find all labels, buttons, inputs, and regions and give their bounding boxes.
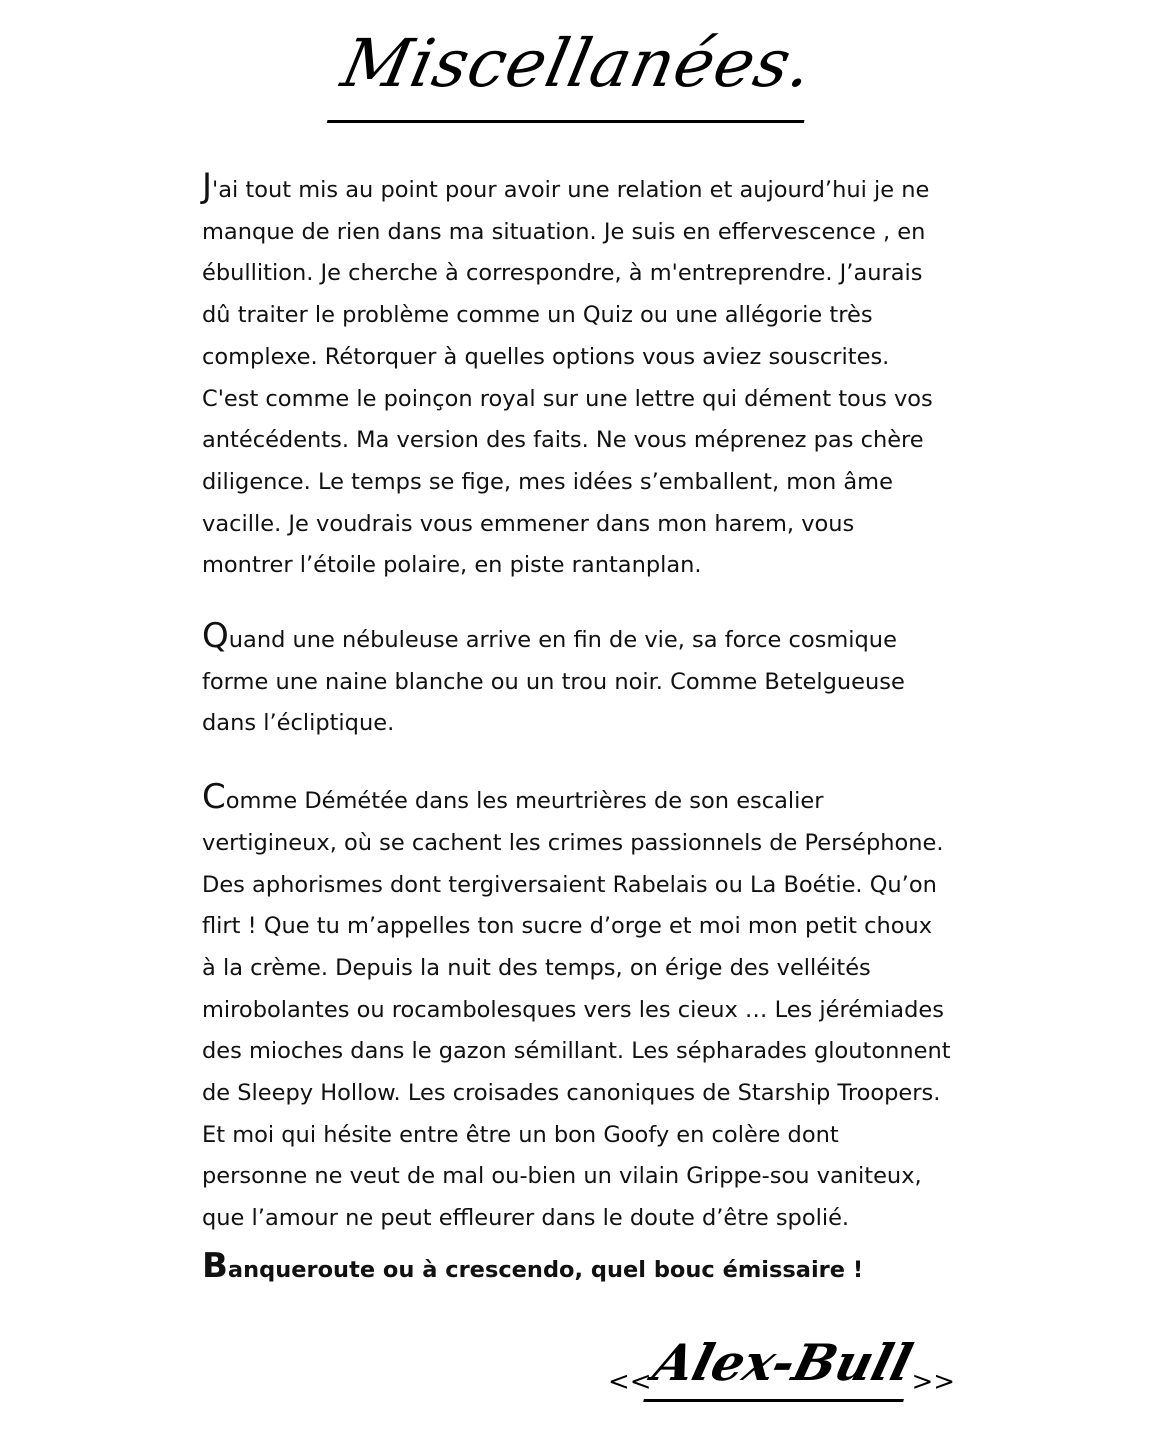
paragraph-line (202, 777, 962, 823)
line-text: uand une nébuleuse arrive en fin de vie, sa force cosmique (228, 627, 897, 654)
dropcap-letter: B (202, 1245, 228, 1286)
paragraph-line: dans l’écliptique. (202, 710, 395, 737)
paragraph-line: antécédents. Ma version des faits. Ne vous méprenez pas chère (202, 427, 924, 454)
paragraph-line: mirobolantes ou rocambolesques vers les cieux … Les jérémiades (202, 996, 944, 1023)
paragraph-line: dû traiter le problème comme un Quiz ou une allégorie très (202, 302, 873, 329)
paragraph-line: personne ne veut de mal ou-bien un vilain Grippe-sou vaniteux, (202, 1163, 922, 1190)
document-title: Miscellanées. (327, 18, 826, 123)
paragraph-line: des mioches dans le gazon sémillant. Les sépharades gloutonnent (202, 1038, 951, 1065)
dropcap-letter: C (202, 777, 226, 818)
paragraph-line: manque de rien dans ma situation. Je suis en effervescence , en (202, 218, 926, 245)
signature (608, 1322, 955, 1402)
line-text: omme Démétée dans les meurtrières de son escalier (225, 788, 824, 815)
paragraph-line: Des aphorismes dont tergiversaient Rabelais ou La Boétie. Qu’on (202, 871, 937, 898)
paragraph-1 (202, 166, 962, 587)
document-body (202, 166, 962, 1292)
paragraph-line: forme une naine blanche ou un trou noir. Comme Betelgueuse (202, 668, 905, 695)
paragraph-line (202, 166, 962, 212)
line-text: 'ai tout mis au point pour avoir une relation et aujourd’hui je ne (212, 177, 930, 203)
dropcap-letter: Q (202, 616, 229, 657)
paragraph-line: complexe. Rétorquer à quelles options vous aviez souscrites. (202, 343, 890, 370)
paragraph-line: C'est comme le poinçon royal sur une lettre qui dément tous vos (202, 385, 933, 412)
paragraph-line (202, 1245, 962, 1292)
paragraph-2 (202, 616, 962, 745)
dropcap-letter: J (202, 166, 213, 206)
paragraph-line: que l’amour ne peut effleurer dans le doute d’être spolié. (202, 1205, 850, 1232)
paragraph-line: ébullition. Je cherche à correspondre, à m'entreprendre. J’aurais (202, 260, 923, 287)
paragraph-line: diligence. Le temps se fige, mes idées s’emballent, mon âme (202, 468, 893, 495)
closing-line (202, 1245, 962, 1292)
document-title-container (0, 18, 1152, 123)
paragraph-3 (202, 777, 962, 1240)
signature-open-bracket: << (608, 1367, 652, 1397)
paragraph-line: Et moi qui hésite entre être un bon Goofy en colère dont (202, 1121, 839, 1148)
paragraph-line: à la crème. Depuis la nuit des temps, on érige des velléités (202, 954, 871, 981)
paragraph-line: de Sleepy Hollow. Les croisades canoniques de Starship Troopers. (202, 1080, 941, 1107)
signature-close-bracket: >> (911, 1367, 956, 1397)
paragraph-line: montrer l’étoile polaire, en piste rantanplan. (202, 552, 702, 579)
signature-name: Alex-Bull (643, 1331, 921, 1402)
paragraph-line (202, 616, 962, 662)
paragraph-line: vertigineux, où se cachent les crimes passionnels de Perséphone. (202, 829, 944, 856)
closing-text: anqueroute ou à crescendo, quel bouc émissaire ! (227, 1256, 864, 1283)
paragraph-line: vacille. Je voudrais vous emmener dans mon harem, vous (202, 510, 855, 537)
paragraph-line: flirt ! Que tu m’appelles ton sucre d’orge et moi mon petit choux (202, 913, 933, 940)
